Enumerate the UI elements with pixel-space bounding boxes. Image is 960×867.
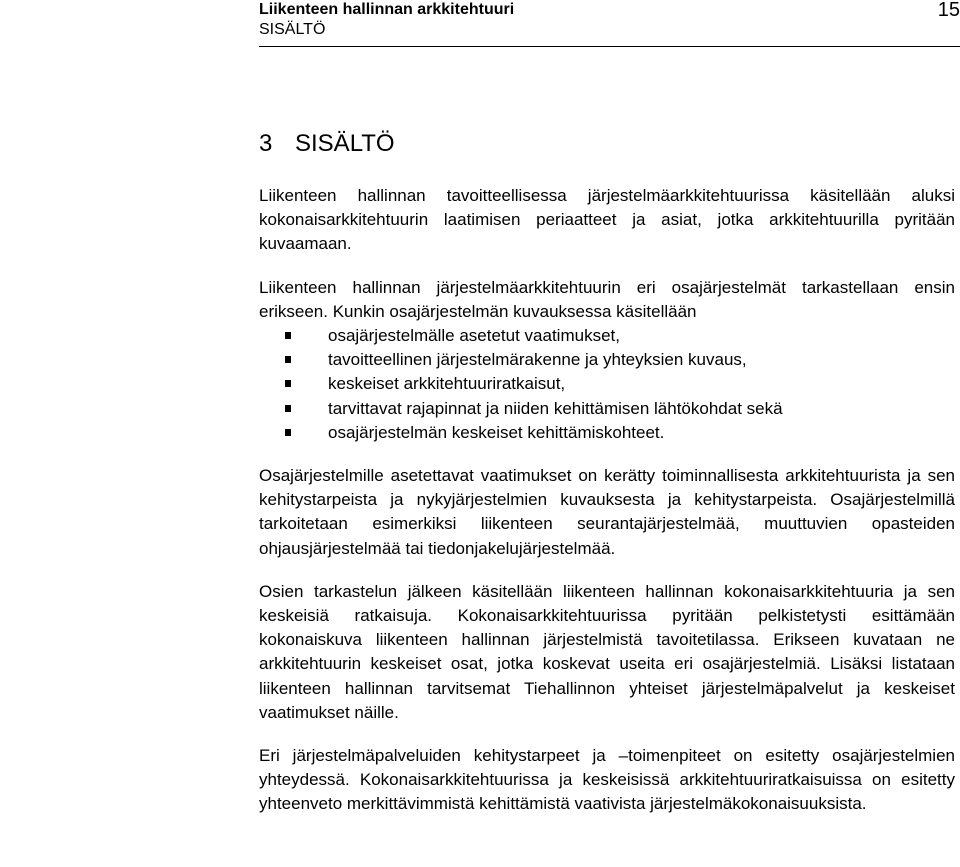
chapter-number: 3 bbox=[259, 130, 273, 157]
list-item-text: tarvittavat rajapinnat ja niiden kehittämisen lähtökohdat sekä bbox=[328, 398, 783, 418]
square-bullet-icon bbox=[285, 356, 291, 363]
list-item-text: tavoitteellinen järjestelmärakenne ja yhteyksien kuvaus, bbox=[328, 350, 747, 370]
list-item bbox=[259, 421, 955, 445]
list-item bbox=[259, 348, 955, 372]
chapter-title: SISÄLTÖ bbox=[295, 130, 395, 157]
square-bullet-icon bbox=[285, 332, 291, 339]
list-item-text: osajärjestelmälle asetetut vaatimukset, bbox=[328, 326, 620, 346]
list-item-text: keskeiset arkkitehtuuriratkaisut, bbox=[328, 374, 566, 394]
paragraph-intro: Liikenteen hallinnan tavoitteellisessa järjestelmäarkkitehtuurissa käsitellään aluksi kokonaisarkkitehtuurin laatimisen periaatteet ja asiat, jotka arkkitehtuurilla pyritään kuvaamaan. bbox=[259, 186, 955, 254]
paragraph-development-needs: Eri järjestelmäpalveluiden kehitystarpeet ja –toimenpiteet on esitetty osajärjestelmien yhteydessä. Kokonaisarkkitehtuurissa ja keskeisissä arkkitehtuuriratkaisuissa on esitetty yhteenveto merkittävimmistä kehittämistä vaativista järjestelmäkokonaisuuksista. bbox=[259, 746, 955, 814]
header-title: Liikenteen hallinnan arkkitehtuuri bbox=[259, 1, 515, 18]
list-item bbox=[259, 324, 955, 348]
square-bullet-icon bbox=[285, 380, 291, 387]
paragraph-requirements: Osajärjestelmille asetettavat vaatimukset on kerätty toiminnallisesta arkkitehtuurista ja sen kehitystarpeista ja nykyjärjestelmien kuvauksesta ja kehitystarpeista. Osajärjestelmillä tarkoitetaan esimerkiksi liikenteen seurantajärjestelmää, muuttuvien opasteiden ohjausjärjestelmää tai tiedonjakelujärjestelmää. bbox=[259, 466, 955, 558]
paragraph-subsystems: Liikenteen hallinnan järjestelmäarkkitehtuurin eri osajärjestelmät tarkastellaan ensin erikseen. Kunkin osajärjestelmän kuvauksessa käsitellään bbox=[259, 277, 955, 321]
list-item bbox=[259, 372, 955, 396]
list-item-text: osajärjestelmän keskeiset kehittämiskohteet. bbox=[328, 422, 665, 442]
square-bullet-icon bbox=[285, 405, 291, 412]
bullet-list bbox=[259, 324, 955, 445]
square-bullet-icon bbox=[285, 429, 291, 436]
page-content bbox=[259, 125, 955, 836]
page-number: 15 bbox=[937, 0, 960, 21]
running-header bbox=[259, 0, 960, 47]
header-section: SISÄLTÖ bbox=[259, 21, 326, 38]
paragraph-overall-architecture: Osien tarkastelun jälkeen käsitellään liikenteen hallinnan kokonaisarkkitehtuuria ja sen keskeisiä ratkaisuja. Kokonaisarkkitehtuurissa pyritään pelkistetysti esittämään kokonaiskuva liikenteen hallinnan järjestelmistä tavoitetilassa. Erikseen kuvataan ne arkkitehtuurin keskeiset osat, jotka koskevat useita eri osajärjestelmiä. Lisäksi listataan liikenteen hallinnan tarvitsemat Tiehallinnon yhteiset järjestelmäpalvelut ja keskeiset vaatimukset näille. bbox=[259, 581, 955, 722]
chapter-heading bbox=[259, 125, 955, 163]
list-item bbox=[259, 397, 955, 421]
